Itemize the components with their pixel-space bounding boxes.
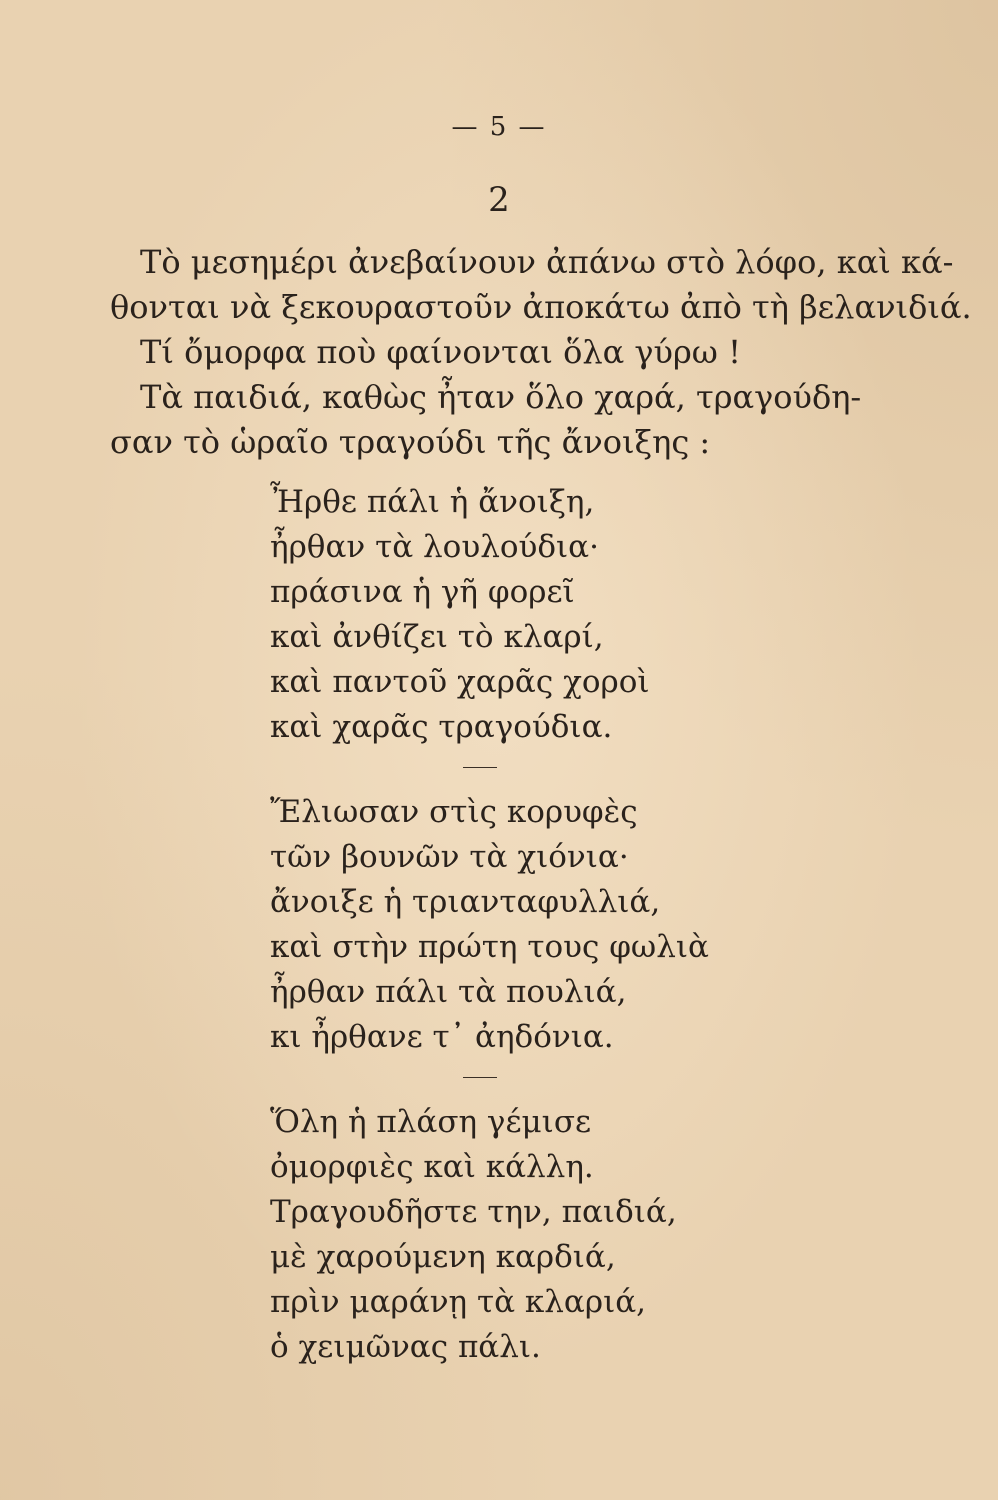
poem-stanza-3 <box>270 1100 677 1370</box>
stanza-divider <box>463 1077 497 1078</box>
poem-line: ἦρθαν πάλι τὰ πουλιά, <box>270 974 627 1010</box>
poem-line: Ἦρθε πάλι ἡ ἄνοιξη, <box>270 484 595 520</box>
poem-line: ἄνοιξε ἡ τριανταφυλλιά, <box>270 884 661 920</box>
poem-line: ἦρθαν τὰ λουλούδια· <box>270 529 599 565</box>
poem-line: ὀμορφιὲς καὶ κάλλη. <box>270 1149 594 1185</box>
section-number: 2 <box>488 180 510 220</box>
poem-line: κι ἦρθανε τ᾿ ἀηδόνια. <box>270 1019 614 1055</box>
poem-line: Ὅλη ἡ πλάση γέμισε <box>270 1104 592 1140</box>
poem-line: καὶ παντοῦ χαρᾶς χοροὶ <box>270 664 650 700</box>
poem-line: πρὶν μαράνῃ τὰ κλαριά, <box>270 1284 647 1320</box>
page-number: — 5 — <box>451 112 547 142</box>
poem-line: καὶ στὴν πρώτη τους φωλιὰ <box>270 929 709 965</box>
poem-line: τῶν βουνῶν τὰ χιόνια· <box>270 839 629 875</box>
poem-line: ὁ χειμῶνας πάλι. <box>270 1329 541 1365</box>
stanza-divider <box>463 767 497 768</box>
poem-line: καὶ χαρᾶς τραγούδια. <box>270 709 613 745</box>
poem-line: πράσινα ἡ γῆ φορεῖ <box>270 574 575 610</box>
prose-line: Τὰ παιδιά, καθὼς ἦταν ὅλο χαρά, τραγούδη- <box>140 378 862 416</box>
poem-stanza-1 <box>270 480 650 750</box>
prose-line: Τὸ μεσημέρι ἀνεβαίνουν ἀπάνω στὸ λόφο, καὶ κά- <box>140 243 954 281</box>
prose-paragraph <box>110 240 972 465</box>
prose-line: θονται νὰ ξεκουραστοῦν ἀποκάτω ἀπὸ τὴ βελανιδιά. <box>110 288 972 326</box>
poem-line: μὲ χαρούμενη καρδιά, <box>270 1239 616 1275</box>
poem-stanza-2 <box>270 790 709 1060</box>
poem-line: καὶ ἀνθίζει τὸ κλαρί, <box>270 619 604 655</box>
prose-line: Τί ὄμορφα ποὺ φαίνονται ὅλα γύρω ! <box>140 333 741 371</box>
prose-line: σαν τὸ ὡραῖο τραγούδι τῆς ἄνοιξης : <box>110 423 711 461</box>
poem-line: Ἔλιωσαν στὶς κορυφὲς <box>270 794 638 830</box>
poem-line: Τραγουδῆστε την, παιδιά, <box>270 1194 677 1230</box>
